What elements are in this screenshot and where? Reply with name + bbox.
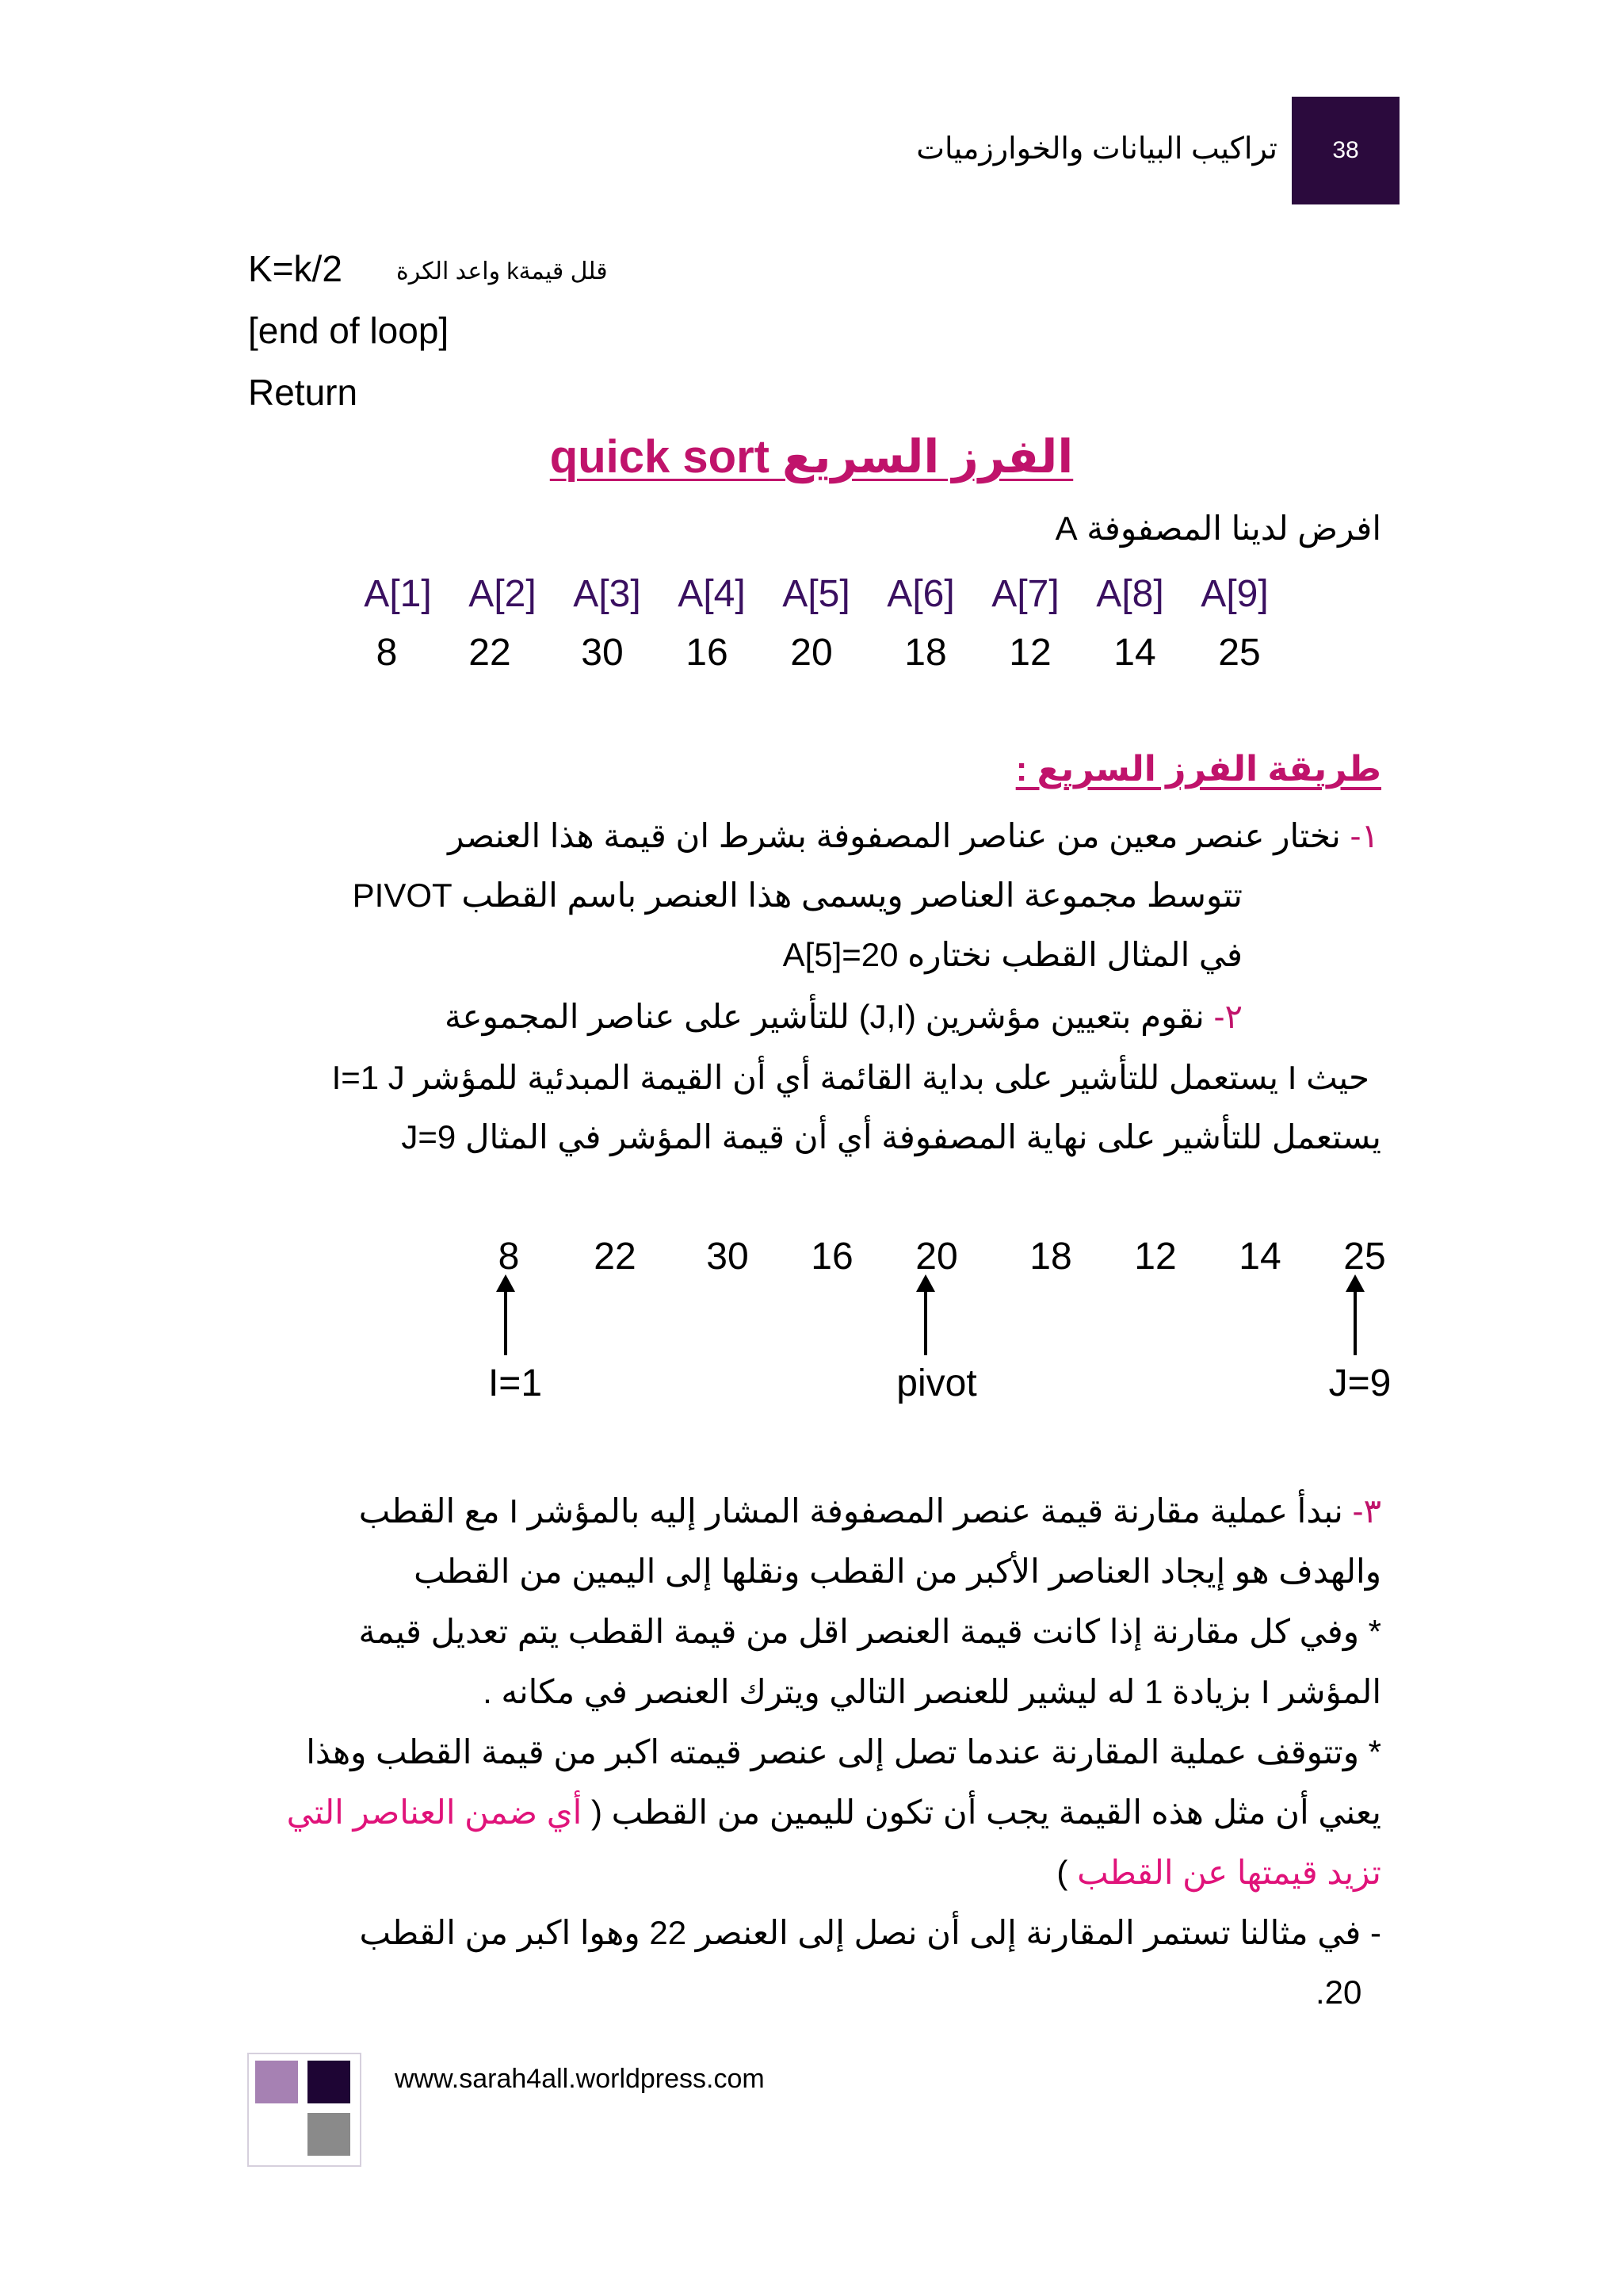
step1-text: نختار عنصر معين من عناصر المصفوفة بشرط ان قيمة هذا العنصر [448,817,1341,854]
code-line-2: [end of loop] [248,310,449,351]
step2-line3: يستعمل للتأشير على نهاية المصفوفة أي أن قيمة المؤشر في المثال J=9 [401,1118,1381,1156]
pointer-label-i: I=1 [487,1362,543,1404]
arrow-up-icon [1354,1282,1357,1355]
step3-line1 [359,1492,1381,1530]
array-label: A[9] [1201,573,1269,615]
step3-line7 [1056,1853,1381,1892]
footer-url: www.sarah4all.worldpress.com [395,2064,765,2094]
page-number: 38 [1332,137,1359,163]
step1-line2: تتوسط مجموعة العناصر ويسمى هذا العنصر باسم القطب PIVOT [352,877,1243,914]
step3-line2: والهدف هو إيجاد العناصر الأكبر من القطب ونقلها إلى اليمين من القطب [414,1553,1381,1590]
step3-line5: * وتتوقف عملية المقارنة عندما تصل إلى عنصر قيمته اكبر من قيمة القطب وهذا [306,1733,1381,1771]
step3-line4: المؤشر I بزيادة 1 له ليشير للعنصر التالي ويترك العنصر في مكانه . [483,1673,1381,1710]
step1-line3: في المثال القطب نختاره A[5]=20 [782,936,1243,973]
step3-line9: .20 [1316,1973,1362,2011]
array-value: 16 [685,632,728,674]
diagram-value: 8 [498,1236,520,1278]
step3-text: نبدأ عملية مقارنة قيمة عنصر المصفوفة المشار إليه بالمؤشر I مع القطب [358,1492,1343,1530]
logo-square-dark-purple [307,2061,350,2103]
array-value: 8 [376,632,398,674]
pointer-label-pivot: pivot [896,1362,977,1404]
diagram-value: 25 [1343,1236,1386,1278]
diagram-value: 22 [594,1236,636,1278]
array-intro: افرض لدينا المصفوفة A [1055,510,1381,547]
diagram-value: 18 [1029,1236,1072,1278]
step3-line6-highlight: أي ضمن العناصر التي [286,1794,582,1831]
pointer-label-j: J=9 [1328,1362,1392,1404]
step3-line6-text: يعني أن مثل هذه القيمة يجب أن تكون لليمين من القطب ( [590,1794,1381,1831]
code-line-3: Return [248,372,358,413]
diagram-value: 12 [1134,1236,1177,1278]
step3-line8: - في مثالنا تستمر المقارنة إلى أن نصل إلى العنصر 22 وهوا اكبر من القطب [359,1914,1381,1951]
header-title: تراكيب البيانات والخوارزميات [916,132,1277,166]
step3-line6 [287,1793,1381,1832]
page-number-box [1292,97,1400,204]
step1-number: ١- [1350,817,1379,854]
method-title: طريقة الفرز السريع : [1015,750,1381,789]
step2-line2: حيث I يستعمل للتأشير على بداية القائمة أي أن القيمة المبدئية للمؤشر I=1 J [331,1059,1369,1096]
step3-line3: * وفي كل مقارنة إذا كانت قيمة العنصر اقل من قيمة القطب يتم تعديل قيمة [358,1613,1381,1650]
array-label: A[6] [887,573,955,615]
step2-number: ٢- [1213,998,1243,1035]
arrow-up-icon [924,1282,927,1355]
array-value: 20 [790,632,833,674]
arrow-up-icon [504,1282,507,1355]
array-label: A[7] [991,573,1060,615]
diagram-value: 20 [915,1236,958,1278]
array-label: A[8] [1096,573,1164,615]
section-title: الفرز السريع quick sort [549,431,1074,483]
array-value: 30 [581,632,624,674]
array-label: A[1] [364,573,432,615]
diagram-value: 16 [811,1236,854,1278]
array-value: 14 [1113,632,1156,674]
logo-square-gray [307,2113,350,2156]
step1-line1 [448,816,1379,855]
step2-text: نقوم بتعيين مؤشرين (J,I) للتأشير على عناصر المجموعة [444,998,1205,1035]
step3-line7-text: ) [1056,1854,1068,1891]
array-label: A[2] [468,573,537,615]
array-label: A[4] [678,573,746,615]
step3-line7-highlight: تزيد قيمتها عن القطب [1077,1854,1381,1891]
code-line-1: K=k/2 [248,248,342,289]
array-value: 18 [904,632,947,674]
array-value: 22 [468,632,511,674]
diagram-value: 30 [706,1236,749,1278]
step2-line1 [445,997,1243,1036]
diagram-value: 14 [1239,1236,1281,1278]
array-label: A[3] [573,573,641,615]
code-line-1-comment: قلل قيمةk واعد الكرة [396,258,608,285]
array-value: 12 [1009,632,1052,674]
array-label: A[5] [782,573,850,615]
step3-number: ٣- [1352,1492,1381,1530]
logo-square-light-purple [255,2061,298,2103]
array-value: 25 [1218,632,1261,674]
